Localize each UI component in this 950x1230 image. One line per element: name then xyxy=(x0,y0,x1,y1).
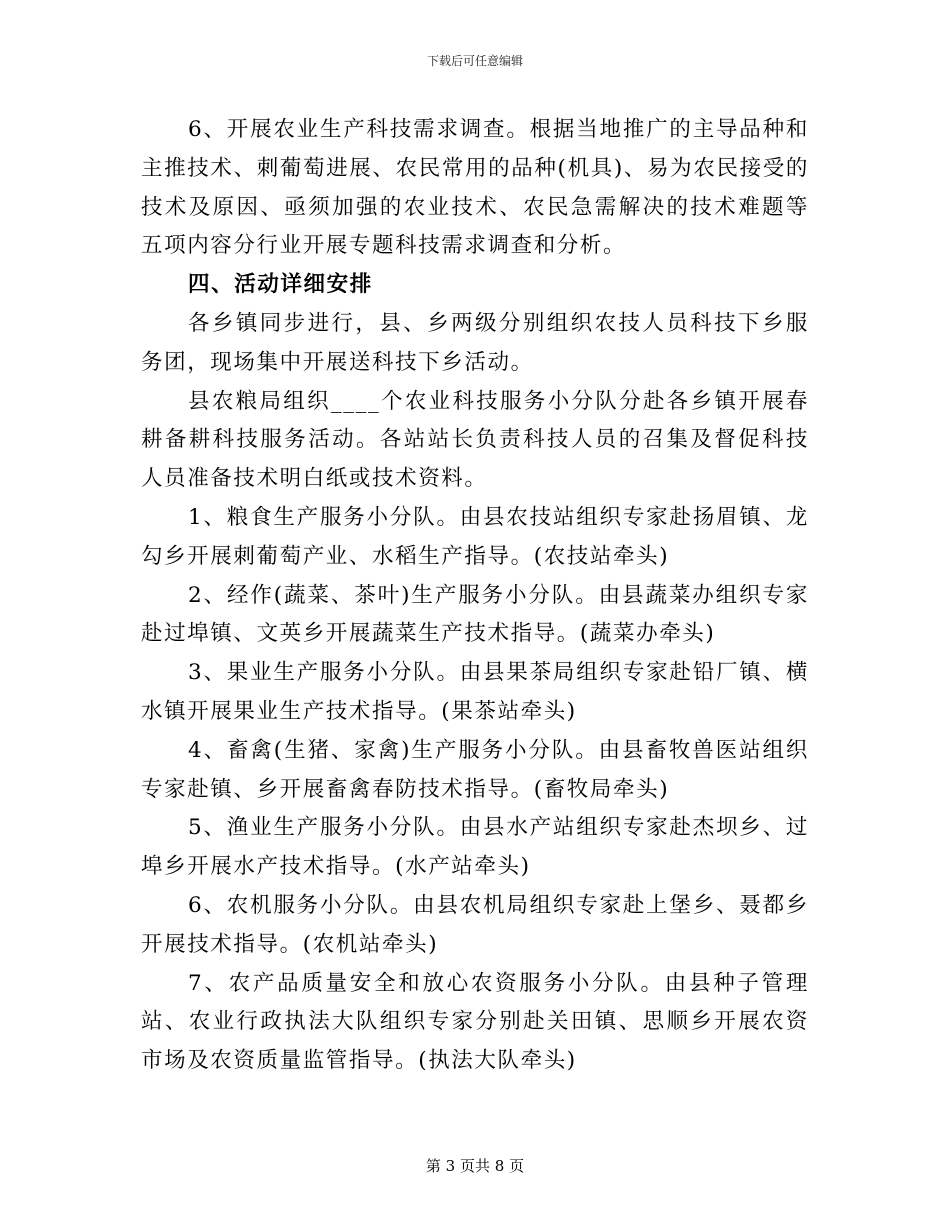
paragraph-team-6-machinery: 6、农机服务小分队。由县农机局组织专家赴上堡乡、聂都乡开展技术指导。(农机站牵头) xyxy=(141,892,809,957)
document-body xyxy=(141,111,809,1081)
page-header: 下载后可任意编辑 xyxy=(426,54,523,68)
section-heading-activity-schedule: 四、活动详细安排 xyxy=(188,272,373,298)
paragraph-team-2-vegetable-tea: 2、经作(蔬菜、茶叶)生产服务小分队。由县蔬菜办组织专家赴过埠镇、文英乡开展蔬菜生产技术指导。(蔬菜办牵头) xyxy=(141,582,809,647)
paragraph-team-organization: 县农粮局组织____个农业科技服务小分队分赴各乡镇开展春耕备耕科技服务活动。各站站长负责科技人员的召集及督促科技人员准备技术明白纸或技术资料。 xyxy=(141,388,809,492)
paragraph-team-4-livestock: 4、畜禽(生猪、家禽)生产服务小分队。由县畜牧兽医站组织专家赴镇、乡开展畜禽春防技术指导。(畜牧局牵头) xyxy=(141,737,809,802)
paragraph-team-1-grain: 1、粮食生产服务小分队。由县农技站组织专家赴扬眉镇、龙勾乡开展刺葡萄产业、水稻生产指导。(农技站牵头) xyxy=(141,504,809,569)
paragraph-item-6-survey: 6、开展农业生产科技需求调查。根据当地推广的主导品种和主推技术、刺葡萄进展、农民常用的品种(机具)、易为农民接受的技术及原因、亟须加强的农业技术、农民急需解决的技术难题等五项内容分行业开展专题科技需求调查和分析。 xyxy=(141,117,809,259)
paragraph-team-7-quality-safety: 7、农产品质量安全和放心农资服务小分队。由县种子管理站、农业行政执法大队组织专家分别赴关田镇、思顺乡开展农资市场及农资质量监管指导。(执法大队牵头) xyxy=(141,970,809,1074)
paragraph-team-5-fishery: 5、渔业生产服务小分队。由县水产站组织专家赴杰坝乡、过埠乡开展水产技术指导。(水产站牵头) xyxy=(141,815,809,880)
paragraph-sync-arrangement: 各乡镇同步进行，县、乡两级分别组织农技人员科技下乡服务团，现场集中开展送科技下乡活动。 xyxy=(141,310,809,375)
paragraph-team-3-fruit: 3、果业生产服务小分队。由县果茶局组织专家赴铅厂镇、横水镇开展果业生产技术指导。(果茶站牵头) xyxy=(141,660,809,724)
page-footer: 第 3 页共 8 页 xyxy=(425,1157,525,1175)
